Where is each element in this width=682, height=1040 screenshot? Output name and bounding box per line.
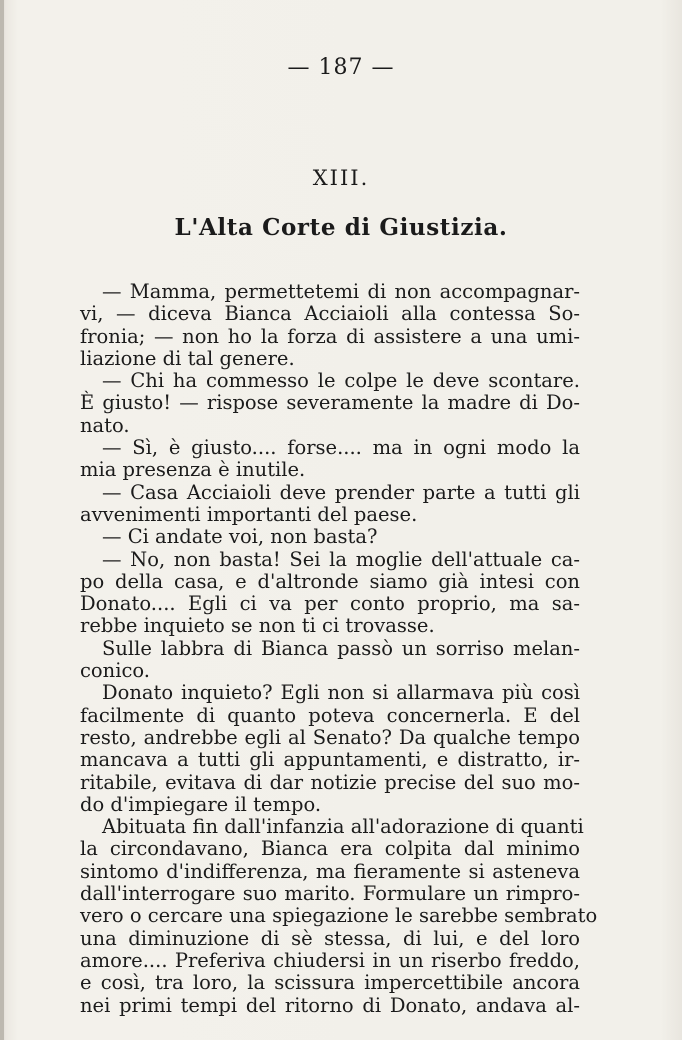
text-line: la circondavano, Bianca era colpita dal minimo bbox=[80, 837, 580, 861]
text-line: — No, non basta! Sei la moglie dell'attuale ca- bbox=[102, 547, 580, 571]
text-line: avvenimenti importanti del paese. bbox=[80, 502, 418, 526]
text-line: — Chi ha commesso le colpe le deve scontare. bbox=[102, 369, 580, 393]
text-line: Sulle labbra di Bianca passò un sorriso melan- bbox=[102, 636, 580, 660]
text-line: nato. bbox=[80, 413, 130, 437]
text-line: po della casa, e d'altronde siamo già intesi con bbox=[80, 569, 580, 593]
text-line: facilmente di quanto poteva concernerla. E del bbox=[80, 703, 580, 727]
text-line: — Casa Acciaioli deve prender parte a tutti gli bbox=[102, 480, 580, 504]
text-line: mia presenza è inutile. bbox=[80, 458, 306, 482]
text-line: rebbe inquieto se non ti ci trovasse. bbox=[80, 614, 435, 638]
text-line: vero o cercare una spiegazione le sarebbe sembrato bbox=[80, 904, 598, 928]
text-line: vi, — diceva Bianca Acciaioli alla contessa So- bbox=[80, 302, 580, 326]
body-text bbox=[80, 280, 598, 1017]
chapter-number: XIII. bbox=[312, 166, 370, 190]
text-line: — Ci andate voi, non basta? bbox=[102, 525, 378, 549]
text-line: — Mamma, permettetemi di non accompagnar- bbox=[102, 280, 580, 303]
text-line: liazione di tal genere. bbox=[80, 346, 295, 370]
text-line: sintomo d'indifferenza, ma fieramente si asteneva bbox=[80, 859, 580, 883]
text-line: amore.... Preferiva chiudersi in un riserbo freddo, bbox=[80, 948, 580, 972]
text-line: ritabile, evitava di dar notizie precise del suo mo- bbox=[80, 770, 580, 794]
page-edge-shadow bbox=[0, 0, 4, 1040]
text-line: nei primi tempi del ritorno di Donato, andava al- bbox=[80, 993, 580, 1017]
text-line: conico. bbox=[80, 659, 150, 683]
text-line: Donato.... Egli ci va per conto proprio, ma sa- bbox=[80, 592, 580, 616]
text-line: una diminuzione di sè stessa, di lui, e del loro bbox=[80, 926, 580, 950]
text-line: Donato inquieto? Egli non si allarmava più così bbox=[102, 681, 580, 705]
text-line: resto, andrebbe egli al Senato? Da qualche tempo bbox=[80, 725, 580, 749]
text-line: Abituata fin dall'infanzia all'adorazione di quanti bbox=[102, 815, 584, 839]
text-line: e così, tra loro, la scissura impercettibile ancora bbox=[80, 971, 580, 995]
text-line: do d'impiegare il tempo. bbox=[80, 792, 322, 816]
text-line: mancava a tutti gli appuntamenti, e distratto, ir- bbox=[80, 748, 580, 772]
text-line: È giusto! — rispose severamente la madre di Do- bbox=[80, 391, 580, 415]
chapter-title: L'Alta Corte di Giustizia. bbox=[174, 214, 508, 241]
text-line: fronia; — non ho la forza di assistere a una umi- bbox=[80, 324, 580, 348]
page-number: — 187 — bbox=[287, 55, 395, 80]
text-line: dall'interrogare suo marito. Formulare un rimpro- bbox=[80, 882, 580, 906]
text-line: — Sì, è giusto.... forse.... ma in ogni modo la bbox=[102, 436, 580, 460]
